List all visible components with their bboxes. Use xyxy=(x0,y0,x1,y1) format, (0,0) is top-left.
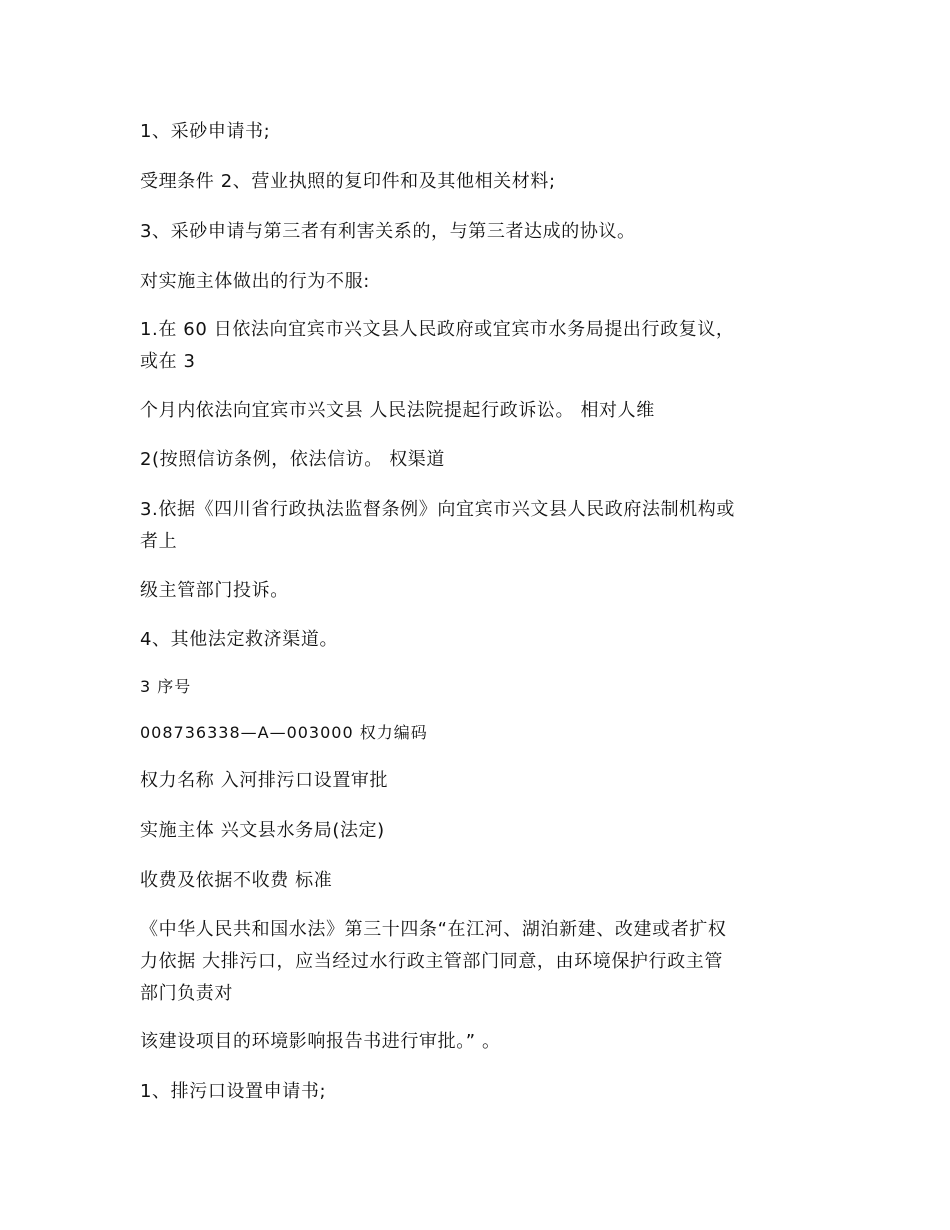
paragraph-1: 1、采砂申请书; xyxy=(140,121,271,142)
paragraph-16-line-3: 部门负责对 xyxy=(140,983,233,1004)
paragraph-14: 实施主体 兴文县水务局(法定) xyxy=(140,820,385,841)
paragraph-11: 3 序号 xyxy=(140,677,192,696)
paragraph-5 xyxy=(140,314,820,378)
paragraph-16-line-1: 《中华人民共和国水法》第三十四条“在江河、湖泊新建、改建或者扩权 xyxy=(140,919,727,940)
paragraph-18: 1、排污口设置申请书; xyxy=(140,1081,327,1102)
paragraph-9: 级主管部门投诉。 xyxy=(140,580,289,601)
paragraph-12: 008736338—A—003000 权力编码 xyxy=(140,723,428,742)
paragraph-8-line-2: 者上 xyxy=(140,531,178,552)
paragraph-4: 对实施主体做出的行为不服: xyxy=(140,271,370,292)
paragraph-8 xyxy=(140,494,820,558)
paragraph-6: 个月内依法向宜宾市兴文县 人民法院提起行政诉讼。 相对人维 xyxy=(140,400,655,421)
paragraph-5-line-1: 1.在 60 日依法向宜宾市兴文县人民政府或宜宾市水务局提出行政复议， xyxy=(140,319,735,340)
paragraph-16-line-2: 力依据 大排污口，应当经过水行政主管部门同意，由环境保护行政主管 xyxy=(140,951,723,972)
paragraph-3: 3、采砂申请与第三者有利害关系的，与第三者达成的协议。 xyxy=(140,221,636,242)
paragraph-13: 权力名称 入河排污口设置审批 xyxy=(140,770,389,791)
paragraph-7: 2(按照信访条例，依法信访。 权渠道 xyxy=(140,449,445,470)
paragraph-10: 4、其他法定救济渠道。 xyxy=(140,629,339,650)
paragraph-16 xyxy=(140,914,820,1010)
paragraph-8-line-1: 3.依据《四川省行政执法监督条例》向宜宾市兴文县人民政府法制机构或 xyxy=(140,499,735,520)
paragraph-15: 收费及依据不收费 标准 xyxy=(140,870,333,891)
paragraph-2: 受理条件 2、营业执照的复印件和及其他相关材料; xyxy=(140,171,556,192)
paragraph-17: 该建设项目的环境影响报告书进行审批。” 。 xyxy=(140,1031,501,1052)
paragraph-5-line-2: 或在 3 xyxy=(140,351,196,372)
